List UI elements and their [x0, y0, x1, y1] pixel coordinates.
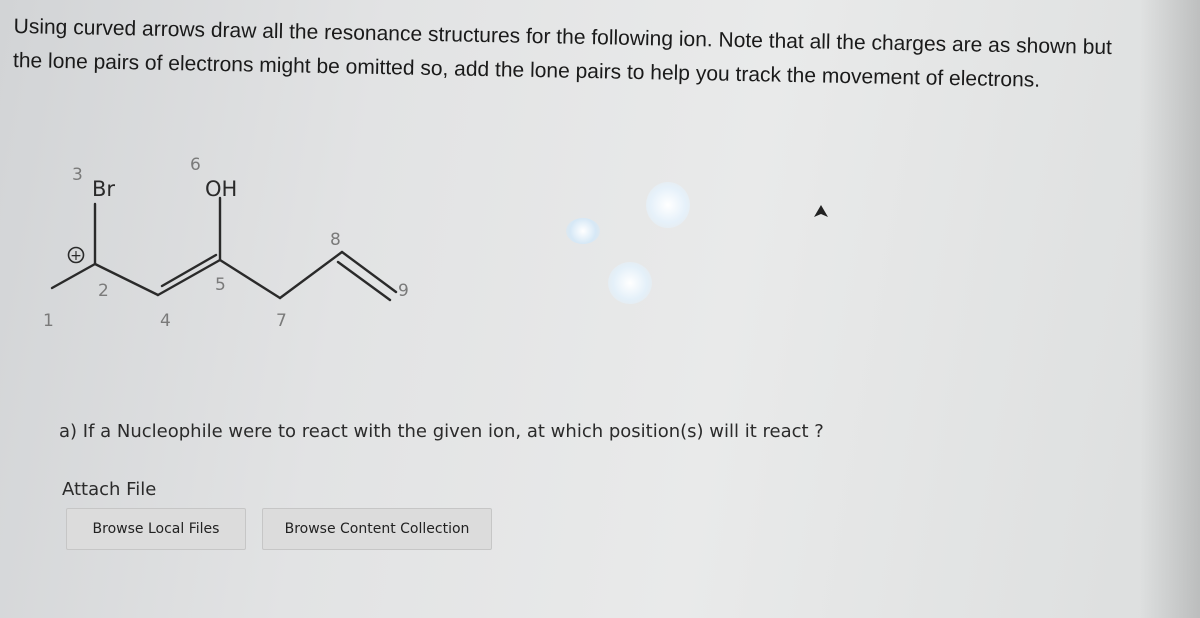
question-text	[13, 10, 1174, 100]
question-line-1: Using curved arrows draw all the resonance structures for the following ion. Note that all the charges are as shown but	[13, 14, 1113, 60]
positive-charge-icon	[69, 248, 84, 265]
position-number-3: 3	[72, 165, 83, 185]
charge-symbol: +	[70, 248, 82, 264]
attach-file-label: Attach File	[62, 479, 157, 500]
position-number-7: 7	[276, 311, 287, 331]
molecule-structure	[30, 140, 450, 340]
position-number-6: 6	[190, 155, 201, 175]
screen-glare	[646, 182, 690, 228]
position-number-5: 5	[215, 275, 226, 295]
bromine-label: Br	[92, 177, 116, 201]
browse-content-collection-button[interactable]: Browse Content Collection	[262, 508, 492, 550]
bond-4-5	[158, 260, 220, 295]
bond-1-2	[52, 264, 95, 288]
position-number-9: 9	[398, 281, 409, 301]
question-line-2: the lone pairs of electrons might be omitted so, add the lone pairs to help you track the movement of electrons.	[12, 48, 1041, 92]
screen-glare	[608, 262, 652, 304]
nucleophile-question: a) If a Nucleophile were to react with the given ion, at which position(s) will it react ?	[59, 421, 824, 442]
browse-local-files-button[interactable]: Browse Local Files	[66, 508, 246, 550]
position-number-2: 2	[98, 281, 109, 301]
bond-7-8	[280, 252, 342, 298]
position-number-4: 4	[160, 311, 171, 331]
bond-4-5-double	[162, 255, 216, 286]
position-number-8: 8	[330, 230, 341, 250]
screen-edge-shadow	[1140, 0, 1200, 618]
position-number-1: 1	[43, 311, 54, 331]
mouse-pointer-icon	[812, 204, 830, 220]
screen-glare	[566, 218, 600, 244]
bond-5-7	[220, 260, 280, 298]
hydroxyl-label: OH	[205, 177, 238, 201]
